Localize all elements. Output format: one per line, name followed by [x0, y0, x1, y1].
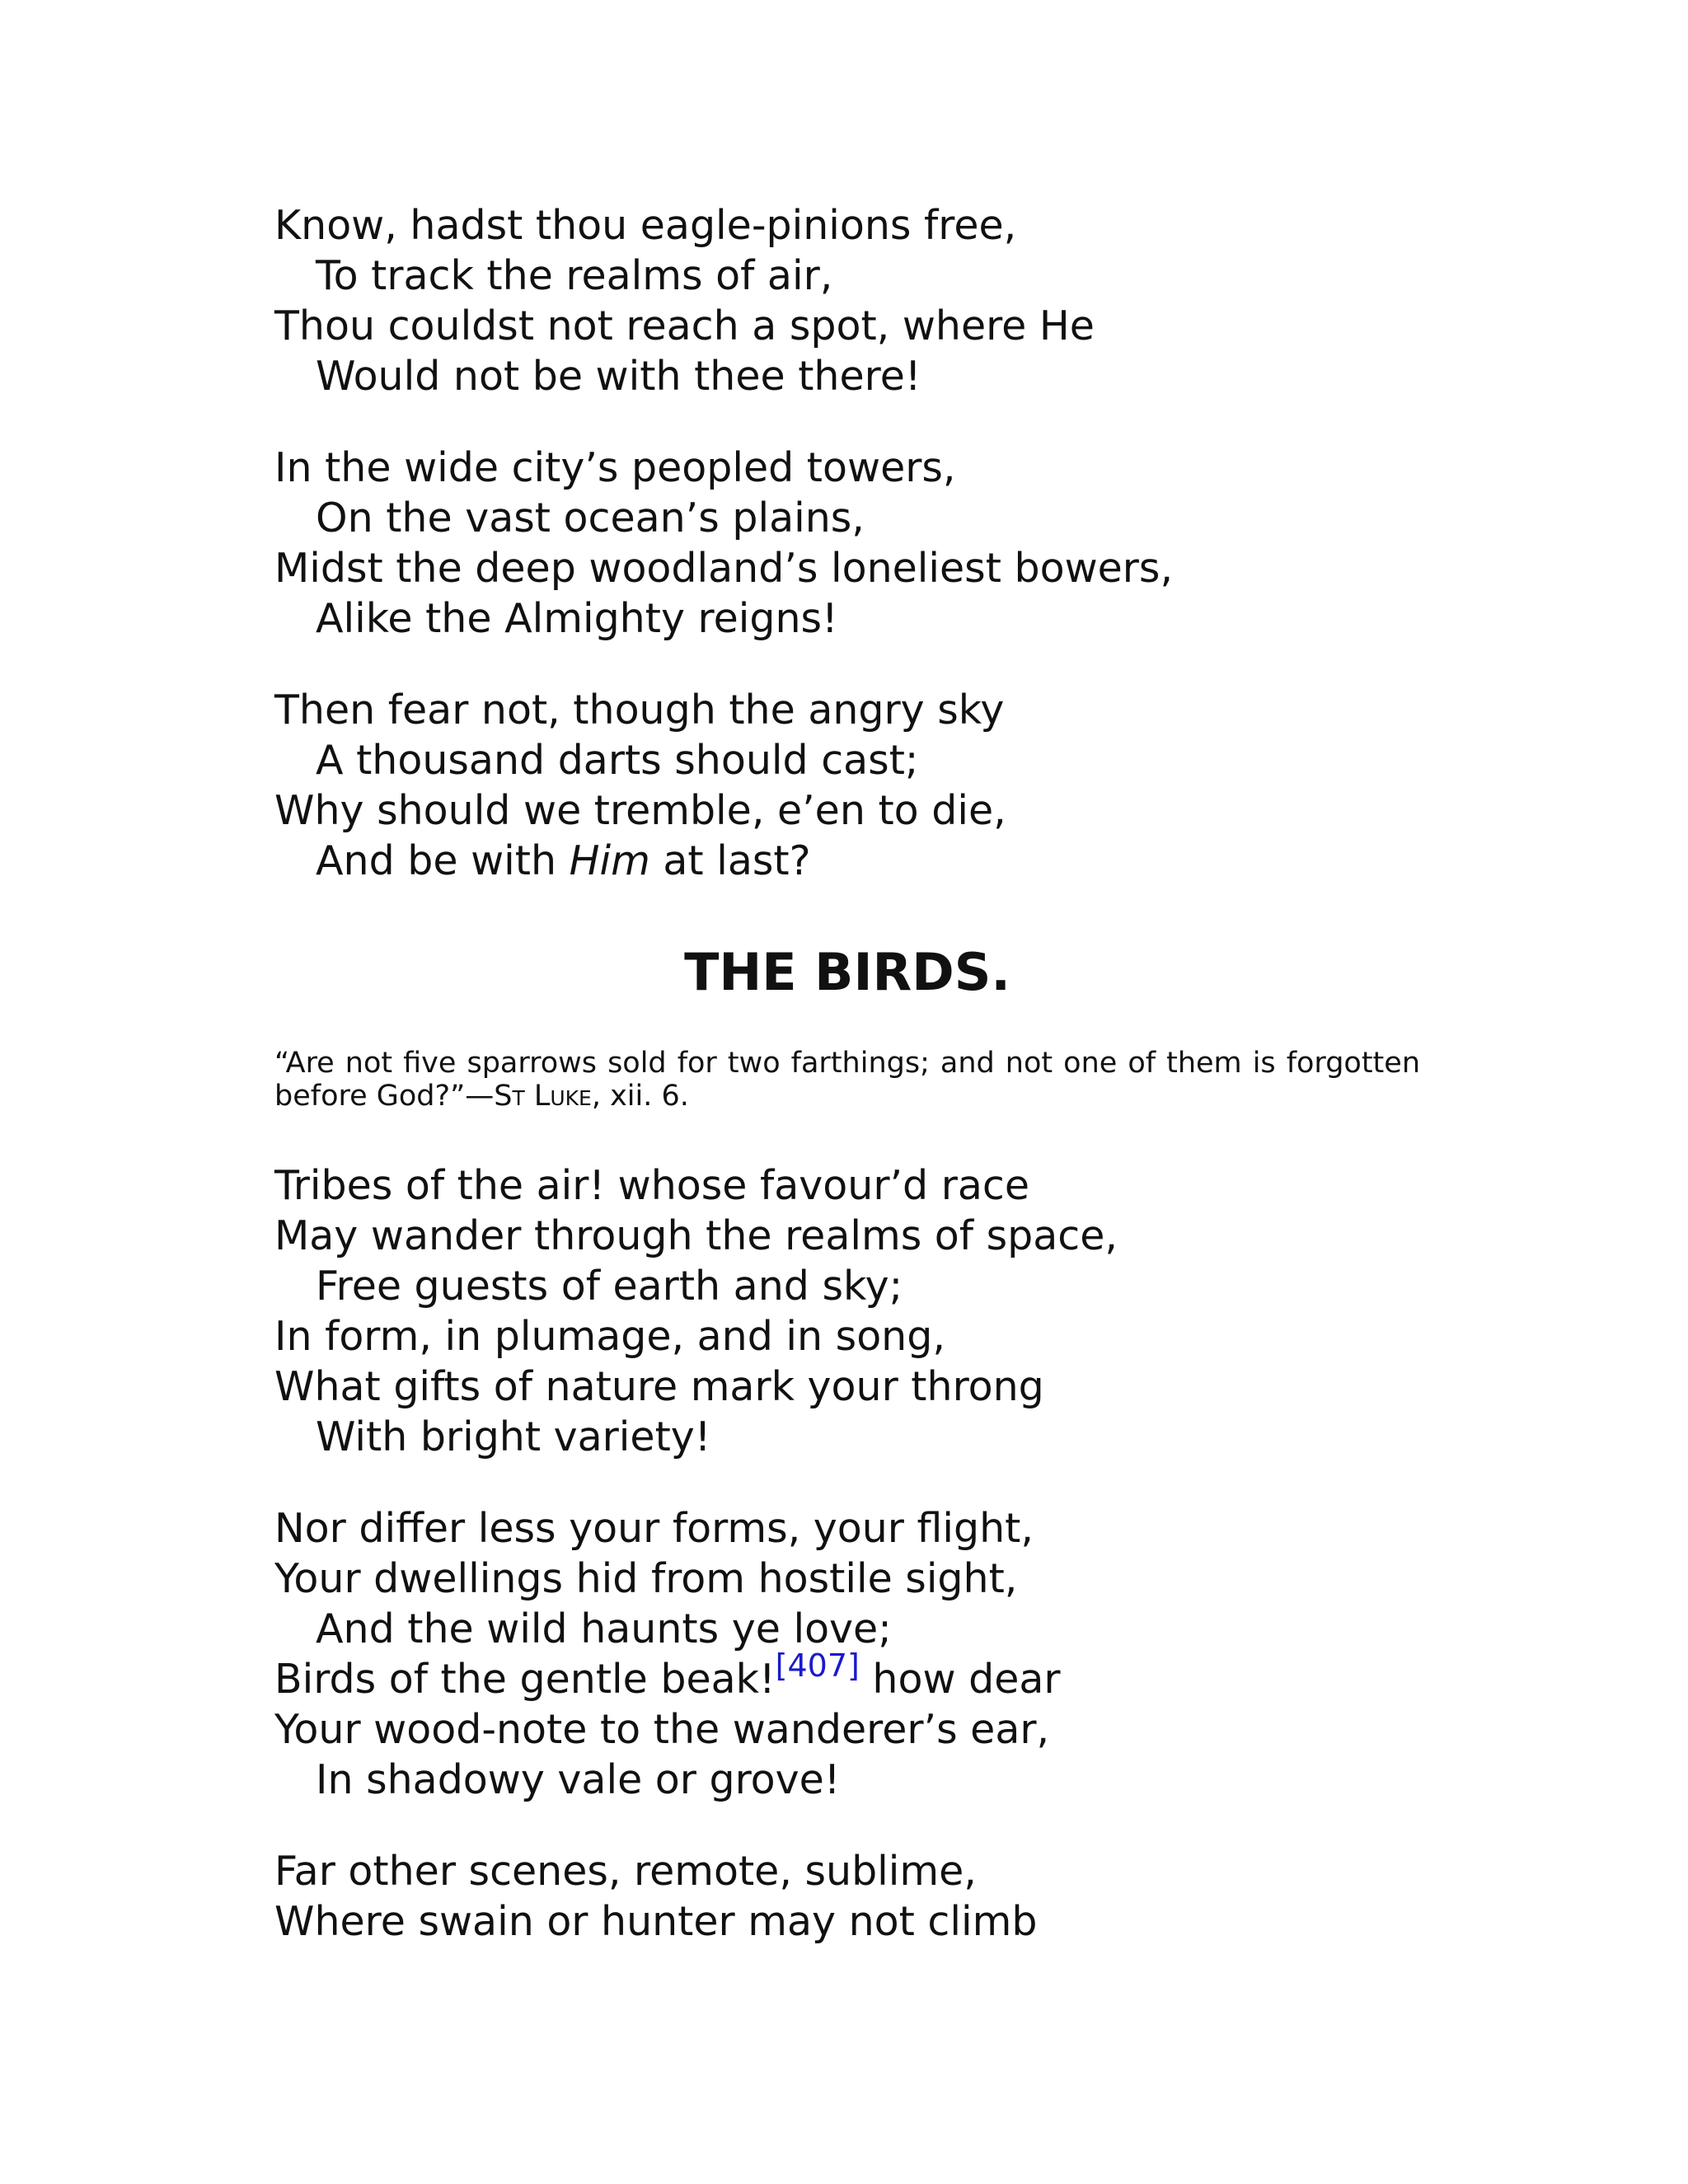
stanza [274, 685, 1420, 886]
stanza [274, 200, 1420, 401]
verse-line: Midst the deep woodland’s loneliest bowers, [274, 545, 1174, 592]
stanza [274, 443, 1420, 644]
verse-line: Then fear not, though the angry sky [274, 687, 1005, 733]
epigraph [274, 1047, 1420, 1113]
verse-text: And be with [316, 837, 570, 884]
verse-line: Tribes of the air! whose favour’d race [274, 1162, 1029, 1209]
verse-text: Birds of the gentle beak! [274, 1656, 776, 1703]
verse-line: Where swain or hunter may not climb [274, 1898, 1038, 1945]
verse-line: Free guests of earth and sky; [316, 1263, 903, 1310]
verse-text: how dear [859, 1656, 1061, 1703]
verse-line: On the vast ocean’s plains, [316, 494, 865, 541]
stanza [274, 1503, 1420, 1805]
verse-line: Alike the Almighty reigns! [316, 595, 838, 642]
verse-line: Would not be with thee there! [316, 353, 921, 400]
verse-line: In the wide city’s peopled towers, [274, 444, 956, 491]
verse-line: Your dwellings hid from hostile sight, [274, 1555, 1018, 1602]
verse-line: What gifts of nature mark your throng [274, 1363, 1044, 1410]
epigraph-quote: “Are not five sparrows sold for two farthings; and not one of them is forgotten before God?”— [274, 1047, 1420, 1113]
verse-line [274, 1647, 1420, 1704]
verse-line: Your wood-note to the wanderer’s ear, [274, 1706, 1050, 1753]
verse-line: To track the realms of air, [316, 252, 833, 299]
verse-line: In form, in plumage, and in song, [274, 1313, 945, 1360]
verse-line: Far other scenes, remote, sublime, [274, 1848, 977, 1895]
verse-line: With bright variety! [316, 1413, 711, 1460]
stanza [274, 1846, 1420, 1947]
verse-line: Know, hadst thou eagle-pinions free, [274, 202, 1017, 249]
verse-line: And the wild haunts ye love; [316, 1605, 892, 1652]
verse-line: Why should we tremble, e’en to die, [274, 787, 1006, 834]
verse-line [274, 836, 1420, 886]
epigraph-source: St Luke [494, 1080, 592, 1113]
verse-line: Nor differ less your forms, your flight, [274, 1505, 1034, 1552]
verse-line: A thousand darts should cast; [316, 737, 919, 784]
verse-line: Thou couldst not reach a spot, where He [274, 302, 1095, 349]
footnote-link[interactable]: [407] [775, 1647, 860, 1684]
poem-title: THE BIRDS. [684, 942, 1010, 1002]
stanza [274, 1160, 1420, 1462]
verse-line: May wander through the realms of space, [274, 1212, 1118, 1259]
verse-line: In shadowy vale or grove! [316, 1756, 841, 1803]
verse-text: at last? [649, 837, 811, 884]
epigraph-reference: , xii. 6. [591, 1080, 689, 1113]
page-content [274, 200, 1420, 1988]
emphasis-text: Him [569, 837, 650, 884]
